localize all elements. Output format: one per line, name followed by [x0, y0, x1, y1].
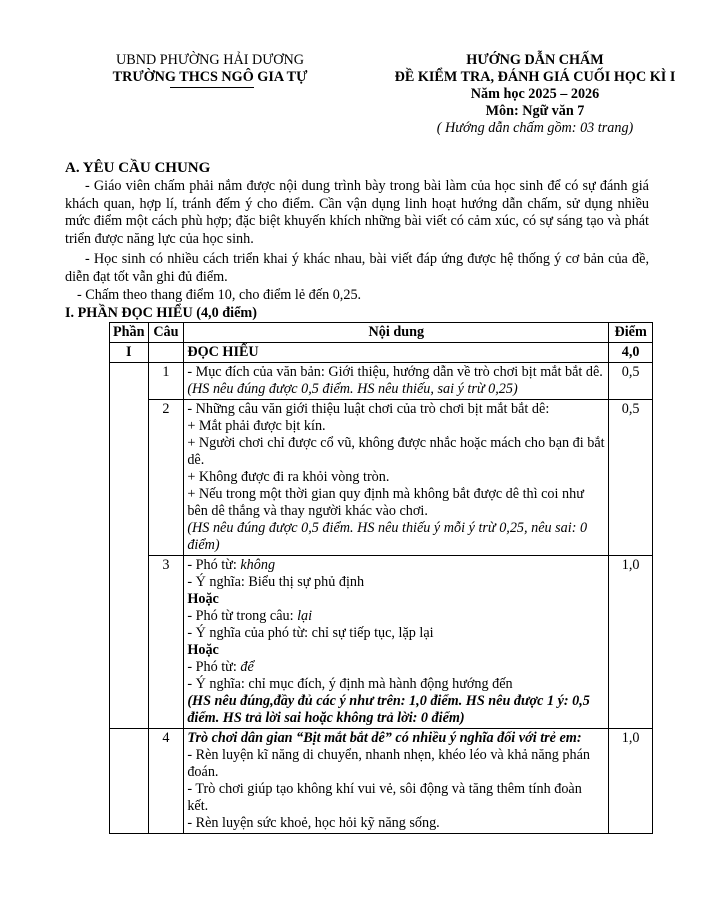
col-header-content: Nội dung [184, 323, 609, 343]
adverb-word: để [240, 659, 254, 675]
answer-label: - Phó từ trong câu: [187, 608, 298, 624]
answer-line: - Ý nghĩa của phó từ: chỉ sự tiếp tục, lặp lại [187, 625, 434, 641]
answer-content [184, 556, 609, 729]
section-a-para-1: - Giáo viên chấm phải nắm được nội dung trình bày trong bài làm của học sinh để có sự đánh giá khách quan, hợp lí, tránh đếm ý cho điểm. Cần vận dụng linh hoạt hướng dẫn chấm, sử dụng nhiều mức điểm một cách phù hợp; đặc biệt khuyến khích những bài viết có cảm xúc, có sự sáng tạo và phát triển được năng lực của học sinh. [65, 178, 649, 247]
school-header [90, 52, 330, 86]
school-name: TRƯỜNG THCS NGÔ GIA TỰ [112, 69, 308, 85]
score-cell: 0,5 [609, 363, 653, 400]
table-row-q1 [110, 363, 653, 400]
answer-line: - Rèn luyện kĩ năng di chuyển, nhanh nhẹn, khéo léo và khả năng phán đoán. [187, 747, 590, 780]
question-number: 1 [148, 363, 184, 400]
answer-label: - Phó từ: [187, 659, 241, 675]
answer-line: - Ý nghĩa: Biểu thị sự phủ định [187, 574, 365, 590]
answer-line: - Ý nghĩa: chỉ mục đích, ý định mà hành động hướng đến [187, 676, 513, 692]
table-row-section [110, 343, 653, 363]
score-cell: 1,0 [609, 556, 653, 729]
document-header [360, 52, 710, 137]
part-cell-empty [110, 729, 149, 834]
subject: Môn: Ngữ văn 7 [485, 103, 585, 119]
answer-line: - Trò chơi giúp tạo không khí vui vẻ, sôi động và tăng thêm tính đoàn kết. [187, 781, 582, 814]
grading-note: (HS nêu đúng được 0,5 điểm. HS nêu thiếu ý mỗi ý trừ 0,25, nêu sai: 0 điểm) [187, 520, 588, 553]
answer-label: - Phó từ: [187, 557, 241, 573]
answer-line: + Nếu trong một thời gian quy định mà không bắt được dê thì coi như bên dê thắng và thay người khác vào chơi. [187, 486, 584, 519]
exam-title: ĐỀ KIỂM TRA, ĐÁNH GIÁ CUỐI HỌC KÌ I [394, 69, 676, 85]
school-year: Năm học 2025 – 2026 [470, 86, 600, 102]
section-score-cell: 4,0 [609, 343, 653, 363]
doc-title: HƯỚNG DẪN CHẤM [466, 52, 604, 68]
table-row-q3 [110, 556, 653, 729]
table-row-q4 [110, 729, 653, 834]
question-cell-empty [148, 343, 184, 363]
section-a-title: A. YÊU CẦU CHUNG [65, 160, 211, 176]
page-count-note: ( Hướng dẫn chấm gồm: 03 trang) [436, 120, 634, 136]
answer-line: + Người chơi chỉ được cổ vũ, không được nhắc hoặc mách cho bạn đi bắt dê. [187, 435, 605, 468]
part-cell-empty [110, 363, 149, 729]
alternative-label: Hoặc [187, 591, 219, 607]
grading-note: (HS nêu đúng,đầy đủ các ý như trên: 1,0 điểm. HS nêu được 1 ý: 0,5 điểm. HS trả lời sai hoặc không trả lời: 0 điểm) [187, 693, 590, 726]
question-number: 3 [148, 556, 184, 729]
col-header-question: Câu [148, 323, 184, 343]
section-i-title: I. PHẦN ĐỌC HIỂU (4,0 điểm) [65, 305, 257, 321]
question-number: 4 [148, 729, 184, 834]
answer-lead: Trò chơi dân gian “Bịt mắt bắt dê” có nhiều ý nghĩa đối với trẻ em: [187, 730, 582, 746]
authority-name: UBND PHƯỜNG HẢI DƯƠNG [116, 52, 304, 68]
answer-line [187, 557, 605, 574]
table-row-q2 [110, 400, 653, 556]
answer-line: - Rèn luyện sức khoẻ, học hỏi kỹ năng sống. [187, 815, 440, 831]
col-header-score: Điểm [609, 323, 653, 343]
answer-content [184, 363, 609, 400]
school-underline [170, 87, 254, 88]
grading-table [109, 322, 653, 834]
col-header-part: Phần [110, 323, 149, 343]
table-header-row [110, 323, 653, 343]
section-a-para-2: - Học sinh có nhiều cách triển khai ý khác nhau, bài viết đáp ứng được hệ thống ý cơ bản của đề, diễn đạt tốt vẫn ghi đủ điểm. [65, 251, 649, 285]
answer-line: - Mục đích của văn bản: Giới thiệu, hướng dẫn về trò chơi bịt mắt bắt dê. [187, 364, 603, 380]
answer-content [184, 400, 609, 556]
answer-content [184, 729, 609, 834]
question-number: 2 [148, 400, 184, 556]
grading-note: (HS nêu đúng được 0,5 điểm. HS nêu thiếu, sai ý trừ 0,25) [187, 381, 518, 397]
section-a-para-3: - Chấm theo thang điểm 10, cho điểm lẻ đến 0,25. [77, 287, 362, 303]
answer-line: + Không được đi ra khỏi vòng tròn. [187, 469, 390, 485]
answer-line: - Những câu văn giới thiệu luật chơi của trò chơi bịt mắt bắt dê: [187, 401, 550, 417]
section-name-cell: ĐỌC HIỂU [184, 343, 609, 363]
part-cell: I [110, 343, 149, 363]
alternative-label: Hoặc [187, 642, 219, 658]
answer-line: + Mắt phải được bịt kín. [187, 418, 326, 434]
adverb-word: lại [297, 608, 313, 624]
score-cell: 1,0 [609, 729, 653, 834]
answer-line [187, 659, 605, 676]
answer-line [187, 608, 605, 625]
score-cell: 0,5 [609, 400, 653, 556]
adverb-word: không [240, 557, 276, 573]
